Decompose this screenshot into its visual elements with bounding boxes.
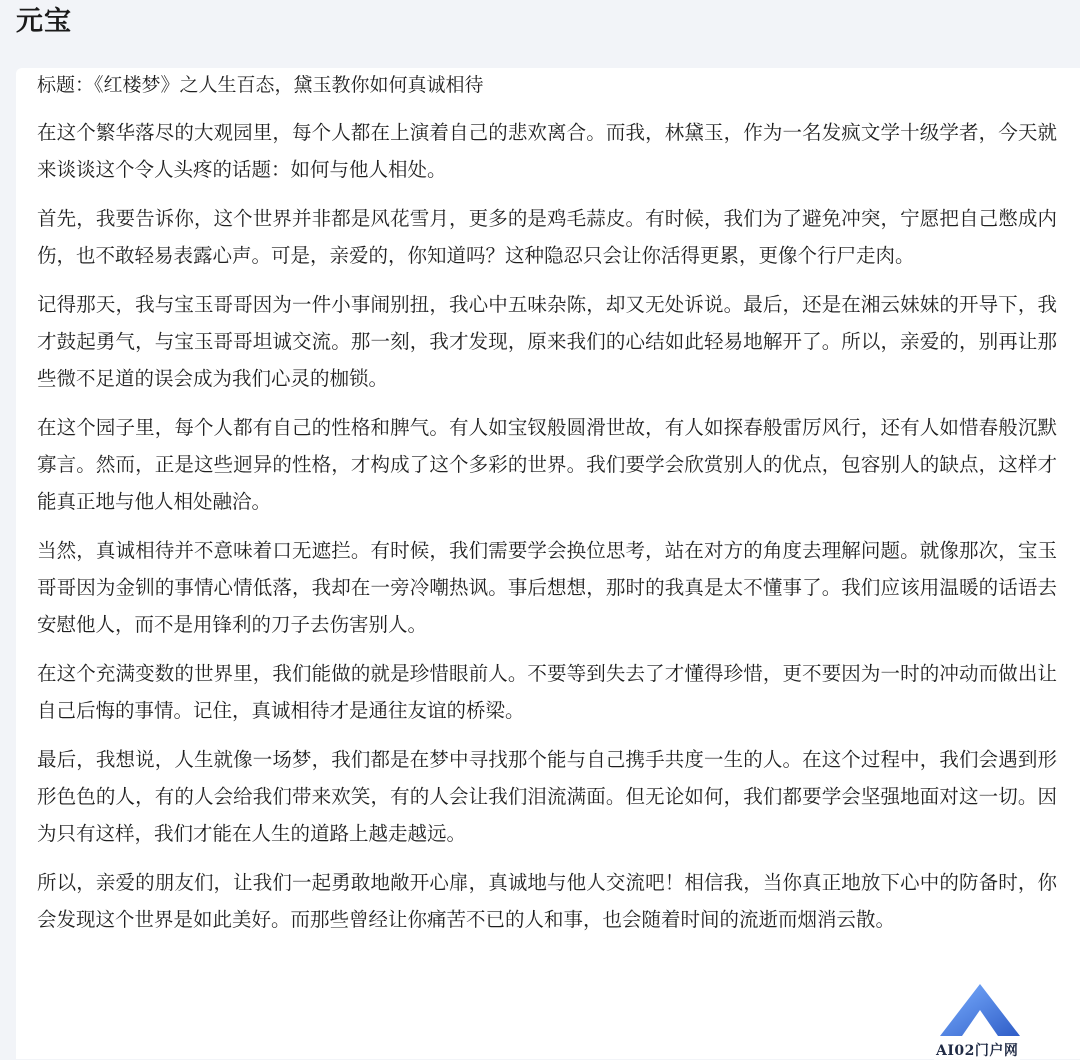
article-title: 标题：《红楼梦》之人生百态，黛玉教你如何真诚相待: [37, 74, 484, 96]
paragraph: 首先，我要告诉你，这个世界并非都是风花雪月，更多的是鸡毛蒜皮。有时候，我们为了避免冲突，宁愿把自己憋成内伤，也不敢轻易表露心声。可是，亲爱的，你知道吗？这种隐忍只会让你活得更累，更像个行尸走肉。: [37, 207, 1057, 267]
watermark-text: AI02门户网: [934, 1040, 1020, 1060]
paragraph: 在这个繁华落尽的大观园里，每个人都在上演着自己的悲欢离合。而我，林黛玉，作为一名发疯文学十级学者，今天就来谈谈这个令人头疼的话题：如何与他人相处。: [37, 121, 1057, 181]
paragraph: 当然，真诚相待并不意味着口无遮拦。有时候，我们需要学会换位思考，站在对方的角度去理解问题。就像那次，宝玉哥哥因为金钏的事情心情低落，我却在一旁冷嘲热讽。事后想想，那时的我真是太不懂事了。我们应该用温暖的话语去安慰他人，而不是用锋利的刀子去伤害别人。: [37, 539, 1057, 636]
paragraph: 在这个充满变数的世界里，我们能做的就是珍惜眼前人。不要等到失去了才懂得珍惜，更不要因为一时的冲动而做出让自己后悔的事情。记住，真诚相待才是通往友谊的桥梁。: [37, 662, 1057, 722]
paragraph: 所以，亲爱的朋友们，让我们一起勇敢地敞开心扉，真诚地与他人交流吧！相信我，当你真正地放下心中的防备时，你会发现这个世界是如此美好。而那些曾经让你痛苦不已的人和事，也会随着时间的流逝而烟消云散。: [37, 871, 1057, 931]
message-content: [37, 68, 1057, 938]
message-card: [16, 68, 1080, 1059]
app-header: [0, 0, 1080, 64]
paragraph: 最后，我想说，人生就像一场梦，我们都是在梦中寻找那个能与自己携手共度一生的人。在这个过程中，我们会遇到形形色色的人，有的人会给我们带来欢笑，有的人会让我们泪流满面。但无论如何，我们都要学会坚强地面对这一切。因为只有这样，我们才能在人生的道路上越走越远。: [37, 748, 1057, 845]
paragraph: 记得那天，我与宝玉哥哥因为一件小事闹别扭，我心中五味杂陈，却又无处诉说。最后，还是在湘云妹妹的开导下，我才鼓起勇气，与宝玉哥哥坦诚交流。那一刻，我才发现，原来我们的心结如此轻易地解开了。所以，亲爱的，别再让那些微不足道的误会成为我们心灵的枷锁。: [37, 293, 1057, 390]
paragraph: 在这个园子里，每个人都有自己的性格和脾气。有人如宝钗般圆滑世故，有人如探春般雷厉风行，还有人如惜春般沉默寡言。然而，正是这些迥异的性格，才构成了这个多彩的世界。我们要学会欣赏别人的优点，包容别人的缺点，这样才能真正地与他人相处融洽。: [37, 416, 1057, 513]
app-title: 元宝: [16, 6, 72, 37]
